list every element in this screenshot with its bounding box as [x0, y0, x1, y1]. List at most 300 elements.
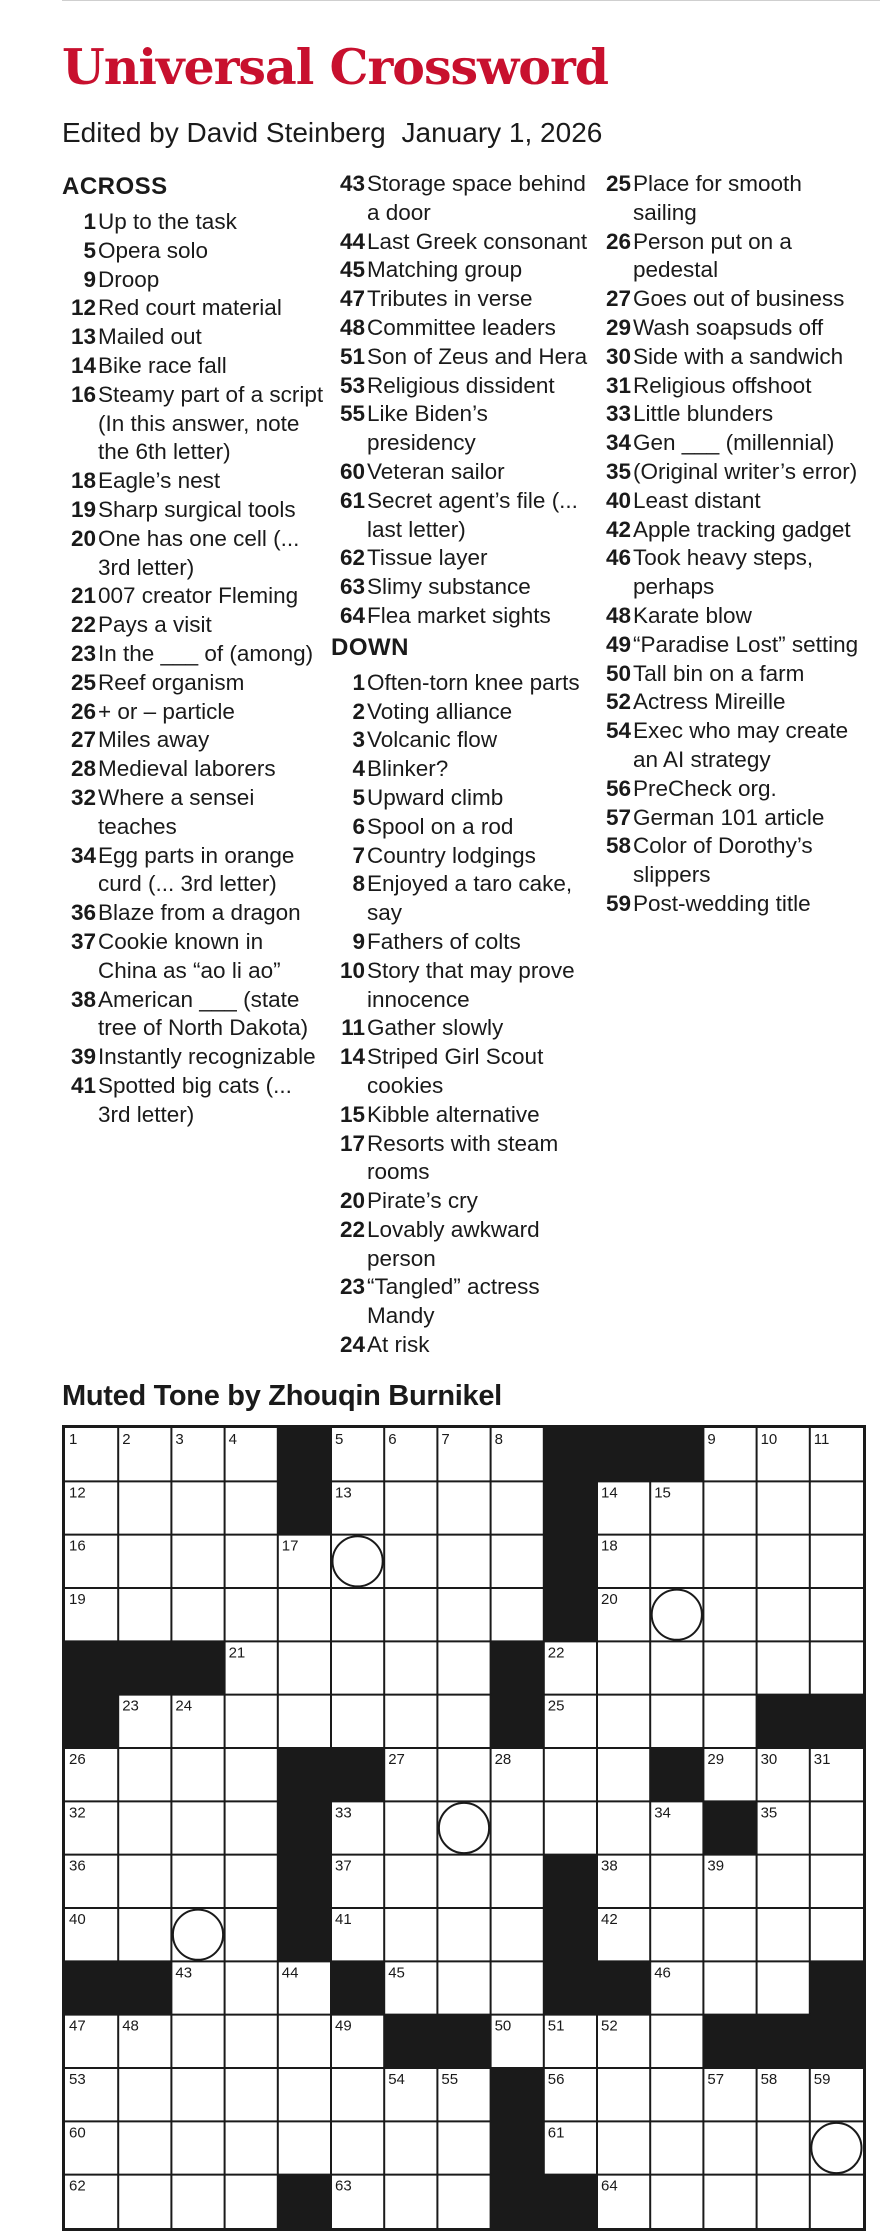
grid-cell[interactable]: [118, 1481, 171, 1534]
grid-cell[interactable]: [703, 1908, 756, 1961]
down-clue-33[interactable]: [597, 400, 859, 429]
grid-cell[interactable]: [384, 1855, 437, 1908]
across-clue-53[interactable]: [331, 372, 593, 401]
across-clue-26[interactable]: [62, 698, 324, 727]
grid-cell[interactable]: [225, 1801, 278, 1854]
grid-cell[interactable]: [384, 1588, 437, 1641]
across-clue-9[interactable]: [62, 266, 324, 295]
across-clue-list-part-1: [62, 208, 324, 1130]
clue-text: Blinker?: [367, 756, 449, 782]
grid-cell[interactable]: [171, 2068, 224, 2121]
grid-cell[interactable]: [437, 1535, 490, 1588]
grid-cell[interactable]: [597, 1748, 650, 1801]
clue-number: 60: [339, 458, 365, 484]
down-clue-1[interactable]: [331, 669, 593, 698]
grid-cell[interactable]: [597, 2121, 650, 2174]
clue-text: + or – particle: [98, 698, 235, 724]
block-cell: [278, 2175, 332, 2228]
grid-cell[interactable]: [225, 1481, 278, 1534]
grid-cell[interactable]: [757, 2175, 810, 2228]
grid-cell[interactable]: [171, 1535, 224, 1588]
grid-cell[interactable]: [437, 1961, 490, 2014]
down-clue-5[interactable]: [331, 784, 593, 813]
across-clue-38[interactable]: [62, 986, 324, 1044]
cell-number: 18: [601, 1537, 618, 1555]
grid-cell[interactable]: [810, 1801, 863, 1854]
grid-cell[interactable]: [810, 1588, 863, 1641]
clue-number: 44: [339, 228, 365, 254]
across-clue-25[interactable]: [62, 669, 324, 698]
grid-cell[interactable]: [331, 1695, 384, 1748]
clue-text: Post-wedding title: [633, 890, 811, 916]
grid-cell[interactable]: [331, 1588, 384, 1641]
page-title: Universal Crossword: [62, 38, 609, 96]
block-cell: [597, 1961, 651, 2015]
clue-number: 22: [339, 1216, 365, 1242]
clue-text: At risk: [367, 1332, 430, 1358]
clue-text: Little blunders: [633, 401, 774, 427]
across-clue-63[interactable]: [331, 573, 593, 602]
cell-number: 4: [228, 1431, 237, 1448]
grid-cell[interactable]: [757, 1535, 810, 1588]
grid-cell[interactable]: [278, 2068, 331, 2121]
across-clue-64[interactable]: [331, 602, 593, 631]
across-clue-18[interactable]: [62, 467, 324, 496]
grid-cell[interactable]: [650, 1588, 703, 1641]
down-clue-31[interactable]: [597, 372, 859, 401]
clue-number: 26: [605, 228, 631, 254]
grid-cell[interactable]: [384, 1801, 437, 1854]
grid-cell[interactable]: [384, 1535, 437, 1588]
grid-cell[interactable]: [597, 1695, 650, 1748]
down-clue-3[interactable]: [331, 726, 593, 755]
grid-cell[interactable]: [225, 1961, 278, 2014]
clue-text: Took heavy steps, perhaps: [633, 545, 814, 600]
clue-text: Tributes in verse: [367, 286, 533, 312]
clue-number: 29: [605, 314, 631, 340]
down-clue-20[interactable]: [331, 1187, 593, 1216]
cell-number: 45: [388, 1964, 405, 1982]
grid-cell[interactable]: [703, 2121, 756, 2174]
cell-number: 37: [335, 1857, 352, 1875]
grid-cell[interactable]: [544, 1748, 597, 1801]
clue-number: 13: [70, 324, 96, 350]
clue-number: 42: [605, 516, 631, 542]
across-clue-20[interactable]: [62, 525, 324, 583]
down-clue-2[interactable]: [331, 698, 593, 727]
grid-cell[interactable]: [437, 1801, 490, 1854]
grid-cell[interactable]: [437, 1481, 490, 1534]
grid-cell[interactable]: [171, 1588, 224, 1641]
grid-cell[interactable]: [491, 1961, 544, 2014]
clue-number: 30: [605, 343, 631, 369]
grid-cell[interactable]: [331, 2068, 384, 2121]
grid-cell[interactable]: [437, 1908, 490, 1961]
down-clue-49[interactable]: [597, 631, 859, 660]
grid-cell[interactable]: [491, 1801, 544, 1854]
clue-text: Medieval laborers: [98, 756, 276, 782]
block-cell: [65, 1695, 119, 1749]
grid-cell[interactable]: [703, 1961, 756, 2014]
grid-cell[interactable]: [225, 1855, 278, 1908]
grid-cell[interactable]: [331, 1535, 384, 1588]
grid-cell[interactable]: [437, 2121, 490, 2174]
cell-number: 14: [601, 1484, 618, 1502]
down-clue-7[interactable]: [331, 842, 593, 871]
across-clue-12[interactable]: [62, 294, 324, 323]
across-clue-13[interactable]: [62, 323, 324, 352]
clue-text: Miles away: [98, 727, 210, 753]
grid-cell[interactable]: [650, 2068, 703, 2121]
grid-cell[interactable]: [810, 2175, 863, 2228]
block-cell: [278, 1908, 332, 1962]
grid-cell[interactable]: [171, 1748, 224, 1801]
down-clue-54[interactable]: [597, 717, 859, 775]
clue-text: Resorts with steam rooms: [367, 1130, 559, 1185]
clue-text: Reef organism: [98, 669, 245, 695]
clue-text: Where a sensei teaches: [98, 784, 255, 839]
grid-cell[interactable]: [757, 1961, 810, 2014]
cell-number: 23: [122, 1697, 139, 1715]
grid-cell[interactable]: [597, 1801, 650, 1854]
grid-cell[interactable]: [544, 1801, 597, 1854]
across-clue-60[interactable]: [331, 458, 593, 487]
across-clue-14[interactable]: [62, 352, 324, 381]
clue-number: 6: [352, 813, 365, 839]
cell-number: 10: [760, 1431, 778, 1448]
down-clue-34[interactable]: [597, 429, 859, 458]
cell-number: 61: [547, 2124, 565, 2142]
block-cell: [331, 1961, 385, 2015]
down-clue-35[interactable]: [597, 458, 859, 487]
grid-cell[interactable]: [437, 1695, 490, 1748]
down-clue-4[interactable]: [331, 755, 593, 784]
grid-cell[interactable]: [171, 1908, 224, 1961]
clue-text: Gather slowly: [367, 1015, 504, 1041]
grid-cell[interactable]: [757, 1855, 810, 1908]
clue-text: “Tangled” actress Mandy: [367, 1274, 540, 1329]
block-cell: [544, 1535, 598, 1589]
grid-cell[interactable]: [278, 2121, 331, 2174]
down-clue-15[interactable]: [331, 1101, 593, 1130]
down-clue-48[interactable]: [597, 602, 859, 631]
cell-number: 25: [547, 1697, 565, 1715]
cell-number: 59: [813, 2071, 831, 2088]
cell-number: 54: [388, 2071, 405, 2088]
clue-number: 24: [339, 1332, 365, 1358]
across-clue-32[interactable]: [62, 784, 324, 842]
puzzle-title: Muted Tone by Zhouqin Burnikel: [62, 1380, 502, 1412]
grid-cell[interactable]: [171, 1855, 224, 1908]
grid-cell[interactable]: [384, 2121, 437, 2174]
grid-cell[interactable]: [757, 1908, 810, 1961]
cell-number: 43: [175, 1964, 193, 1982]
clue-text: Blaze from a dragon: [98, 900, 301, 926]
clue-text: Actress Mireille: [633, 689, 786, 715]
grid-cell[interactable]: [225, 2121, 278, 2174]
clue-text: Veteran sailor: [367, 458, 505, 484]
grid-cell[interactable]: [437, 1855, 490, 1908]
across-clue-34[interactable]: [62, 842, 324, 900]
down-clue-46[interactable]: [597, 544, 859, 602]
grid-cell[interactable]: [118, 1908, 171, 1961]
grid-cell[interactable]: [437, 2175, 490, 2228]
grid-cell[interactable]: [757, 1481, 810, 1534]
grid-cell[interactable]: [491, 1535, 544, 1588]
across-clue-43[interactable]: [331, 170, 593, 228]
across-clue-19[interactable]: [62, 496, 324, 525]
grid-cell[interactable]: [757, 1588, 810, 1641]
grid-cell[interactable]: [171, 2015, 224, 2068]
grid-cell[interactable]: [278, 1588, 331, 1641]
grid-cell[interactable]: [703, 1535, 756, 1588]
across-clue-48[interactable]: [331, 314, 593, 343]
cell-number: 50: [494, 2017, 512, 2035]
grid-cell[interactable]: [278, 1641, 331, 1694]
grid-cell[interactable]: [437, 1588, 490, 1641]
grid-cell[interactable]: [225, 1908, 278, 1961]
down-clue-42[interactable]: [597, 516, 859, 545]
grid-cell[interactable]: [171, 2175, 224, 2228]
across-clue-44[interactable]: [331, 228, 593, 257]
down-clue-11[interactable]: [331, 1014, 593, 1043]
grid-cell[interactable]: [757, 2121, 810, 2174]
down-clue-30[interactable]: [597, 343, 859, 372]
clue-number: 41: [70, 1072, 96, 1098]
grid-cell[interactable]: [171, 1481, 224, 1534]
grid-cell[interactable]: [225, 1535, 278, 1588]
grid-cell[interactable]: [384, 1481, 437, 1534]
block-cell: [703, 1801, 757, 1855]
down-clue-9[interactable]: [331, 928, 593, 957]
across-clue-27[interactable]: [62, 726, 324, 755]
grid-cell[interactable]: [491, 1855, 544, 1908]
clue-number: 20: [339, 1188, 365, 1214]
down-clue-40[interactable]: [597, 487, 859, 516]
grid-cell[interactable]: [650, 2121, 703, 2174]
across-clue-39[interactable]: [62, 1043, 324, 1072]
down-clue-8[interactable]: [331, 870, 593, 928]
clue-text: Cookie known in China as “ao li ao”: [98, 928, 281, 983]
grid-cell[interactable]: [225, 1748, 278, 1801]
grid-cell[interactable]: [384, 2175, 437, 2228]
grid-cell[interactable]: [491, 1908, 544, 1961]
down-clue-22[interactable]: [331, 1216, 593, 1274]
across-clue-16[interactable]: [62, 381, 324, 467]
cell-number: 20: [601, 1591, 618, 1608]
across-clue-5[interactable]: [62, 237, 324, 266]
down-clue-24[interactable]: [331, 1331, 593, 1360]
grid-cell[interactable]: [384, 1641, 437, 1694]
across-clue-61[interactable]: [331, 487, 593, 545]
grid-cell[interactable]: [810, 1855, 863, 1908]
clue-number: 34: [605, 430, 631, 456]
clue-text: (Original writer’s error): [633, 458, 858, 484]
clue-number: 57: [605, 804, 631, 830]
across-clue-22[interactable]: [62, 611, 324, 640]
grid-cell[interactable]: [810, 1535, 863, 1588]
clue-number: 36: [70, 900, 96, 926]
grid-cell[interactable]: [650, 2015, 703, 2068]
grid-cell[interactable]: [650, 1908, 703, 1961]
grid-cell[interactable]: [491, 1481, 544, 1534]
grid-cell[interactable]: [225, 1695, 278, 1748]
grid-cell[interactable]: [118, 1855, 171, 1908]
down-clue-25[interactable]: [597, 170, 859, 228]
grid-cell[interactable]: [703, 1588, 756, 1641]
clue-text: Pays a visit: [98, 612, 212, 638]
grid-cell[interactable]: [650, 2175, 703, 2228]
clue-number: 53: [339, 372, 365, 398]
down-clue-56[interactable]: [597, 775, 859, 804]
grid-cell[interactable]: [650, 1855, 703, 1908]
clue-text: Country lodgings: [367, 842, 536, 868]
grid-cell[interactable]: [118, 1801, 171, 1854]
clue-text: Wash soapsuds off: [633, 314, 824, 340]
down-clue-17[interactable]: [331, 1130, 593, 1188]
cell-number: 48: [122, 2017, 139, 2035]
across-clue-23[interactable]: [62, 640, 324, 669]
clue-text: Spool on a rod: [367, 813, 514, 839]
clue-number: 47: [339, 286, 365, 312]
grid-cell[interactable]: [225, 2015, 278, 2068]
clue-text: German 101 article: [633, 804, 825, 830]
grid-cell[interactable]: [810, 1481, 863, 1534]
grid-cell[interactable]: [597, 1641, 650, 1694]
across-clue-51[interactable]: [331, 343, 593, 372]
down-clue-29[interactable]: [597, 314, 859, 343]
across-clue-62[interactable]: [331, 544, 593, 573]
grid-cell[interactable]: [171, 2121, 224, 2174]
down-clue-6[interactable]: [331, 813, 593, 842]
clue-number: 63: [339, 574, 365, 600]
down-clue-57[interactable]: [597, 804, 859, 833]
block-cell: [331, 1748, 385, 1802]
grid-cell[interactable]: [437, 1641, 490, 1694]
grid-cell[interactable]: [703, 1641, 756, 1694]
across-clue-1[interactable]: [62, 208, 324, 237]
grid-cell[interactable]: [118, 1535, 171, 1588]
across-clue-41[interactable]: [62, 1072, 324, 1130]
grid-cell[interactable]: [650, 1535, 703, 1588]
clue-number: 27: [605, 286, 631, 312]
across-clue-45[interactable]: [331, 256, 593, 285]
grid-cell[interactable]: [491, 1588, 544, 1641]
clue-column-2: [331, 170, 593, 1360]
grid-cell[interactable]: [703, 1481, 756, 1534]
grid-cell[interactable]: [171, 1801, 224, 1854]
grid-cell[interactable]: [118, 2068, 171, 2121]
grid-cell[interactable]: [118, 2175, 171, 2228]
cell-number: 12: [69, 1484, 86, 1502]
down-clue-14[interactable]: [331, 1043, 593, 1101]
clue-number: 15: [339, 1101, 365, 1127]
down-clue-10[interactable]: [331, 957, 593, 1015]
grid-cell[interactable]: [703, 1695, 756, 1748]
grid-cell[interactable]: [703, 2175, 756, 2228]
block-cell: [171, 1641, 225, 1695]
down-clue-23[interactable]: [331, 1273, 593, 1331]
down-clue-58[interactable]: [597, 832, 859, 890]
crossword-grid[interactable]: [62, 1425, 866, 2231]
clue-text: Story that may prove innocence: [367, 957, 575, 1012]
grid-cell[interactable]: [597, 2068, 650, 2121]
down-clue-50[interactable]: [597, 660, 859, 689]
clue-number: 26: [70, 698, 96, 724]
cell-number: 41: [335, 1911, 352, 1928]
grid-cell[interactable]: [384, 1908, 437, 1961]
clue-number: 2: [352, 698, 365, 724]
grid-cell[interactable]: [118, 2121, 171, 2174]
clue-number: 11: [341, 1015, 365, 1041]
grid-cell[interactable]: [437, 1748, 490, 1801]
clue-text: Striped Girl Scout cookies: [367, 1044, 544, 1098]
grid-cell[interactable]: [331, 2121, 384, 2174]
clue-text: Enjoyed a taro cake, say: [367, 871, 573, 926]
clue-number: 48: [339, 314, 365, 340]
clue-text: PreCheck org.: [633, 775, 777, 801]
grid-cell[interactable]: [757, 1641, 810, 1694]
clue-number: 1: [352, 669, 365, 695]
grid-cell[interactable]: [810, 1641, 863, 1694]
grid-cell[interactable]: [384, 1695, 437, 1748]
clue-text: Voting alliance: [367, 698, 513, 724]
clue-number: 62: [339, 545, 365, 571]
clue-text: Matching group: [367, 257, 523, 283]
cell-number: 8: [494, 1431, 503, 1448]
block-cell: [544, 1855, 598, 1909]
clue-number: 9: [83, 266, 96, 292]
grid-cell[interactable]: [278, 2015, 331, 2068]
grid-cell[interactable]: [650, 1641, 703, 1694]
down-clue-59[interactable]: [597, 890, 859, 919]
across-clue-21[interactable]: [62, 582, 324, 611]
down-clue-26[interactable]: [597, 228, 859, 286]
clue-text: Volcanic flow: [367, 727, 498, 753]
grid-cell[interactable]: [278, 1695, 331, 1748]
grid-cell[interactable]: [650, 1695, 703, 1748]
clue-number: 22: [70, 612, 96, 638]
clue-text: Least distant: [633, 487, 761, 513]
grid-cell[interactable]: [810, 2121, 863, 2174]
clue-text: Instantly recognizable: [98, 1044, 316, 1070]
grid-cell[interactable]: [118, 1588, 171, 1641]
clue-number: 33: [605, 401, 631, 427]
clue-column-3: [597, 170, 859, 919]
grid-cell[interactable]: [225, 2068, 278, 2121]
cell-number: 64: [601, 2177, 618, 2195]
block-cell: [597, 1428, 651, 1482]
down-clue-27[interactable]: [597, 285, 859, 314]
grid-cell[interactable]: [225, 2175, 278, 2228]
across-clue-28[interactable]: [62, 755, 324, 784]
grid-cell[interactable]: [225, 1588, 278, 1641]
down-clue-52[interactable]: [597, 688, 859, 717]
grid-cell[interactable]: [118, 1748, 171, 1801]
across-clue-37[interactable]: [62, 928, 324, 986]
clue-number: 50: [605, 660, 631, 686]
clue-number: 38: [70, 986, 96, 1012]
grid-cell[interactable]: [331, 1641, 384, 1694]
across-clue-47[interactable]: [331, 285, 593, 314]
across-clue-36[interactable]: [62, 899, 324, 928]
clue-text: Opera solo: [98, 237, 209, 263]
clue-text: 007 creator Fleming: [98, 583, 299, 609]
grid-cell[interactable]: [810, 1908, 863, 1961]
clue-number: 43: [339, 171, 365, 196]
cell-number: 39: [707, 1857, 725, 1875]
across-clue-55[interactable]: [331, 400, 593, 458]
